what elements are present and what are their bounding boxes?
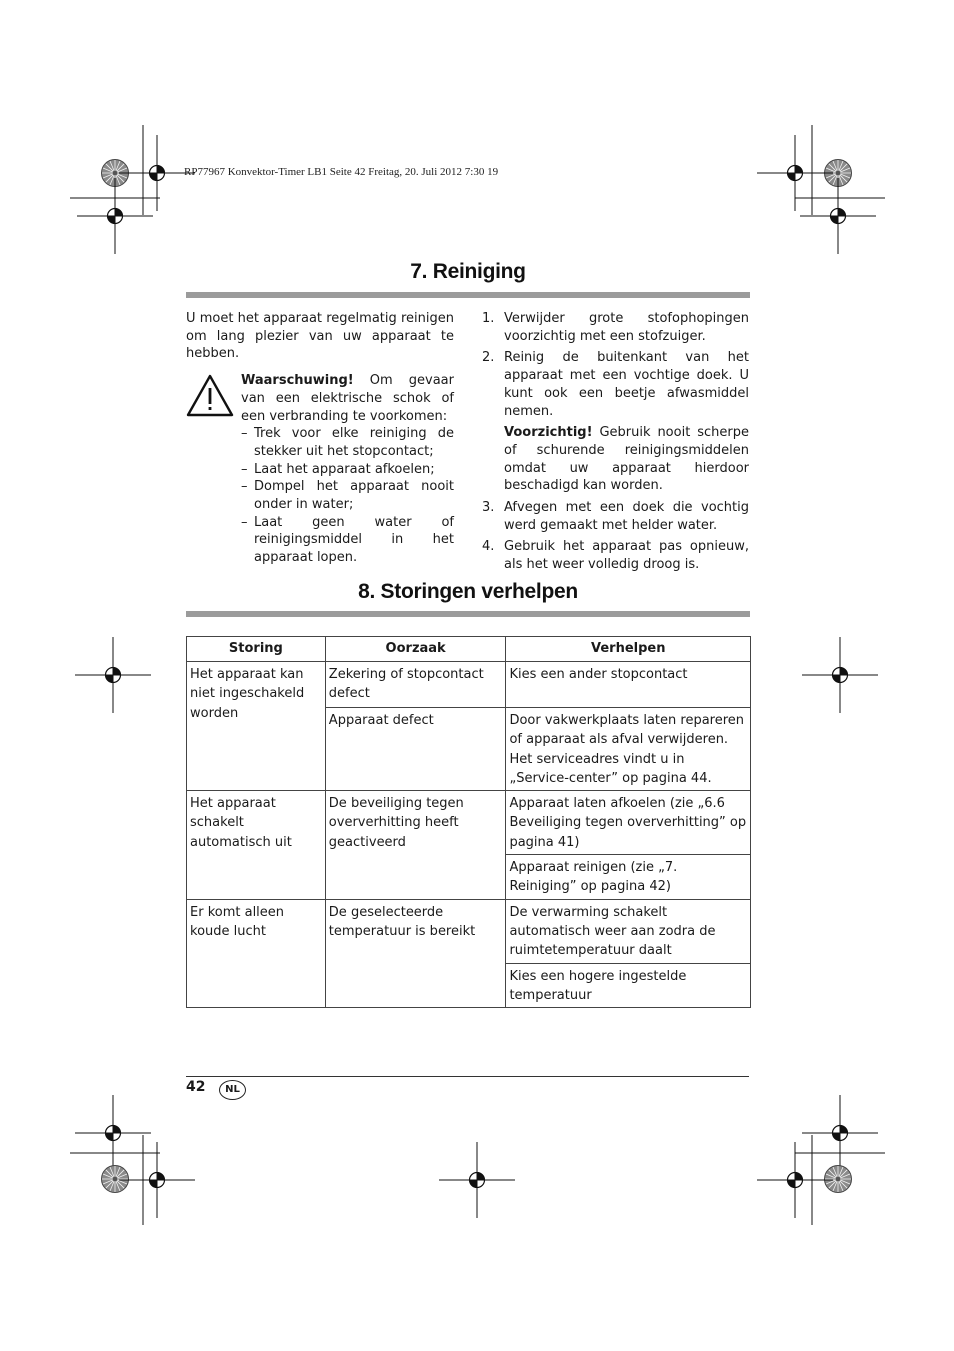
cell-oorzaak: Apparaat defect [325,708,506,791]
warning-triangle-icon [186,374,234,418]
step-item: 2. Reinig de buitenkant van het apparaat met een vochtige doek. U kunt ook een beetje afwasmiddel nemen. [482,350,749,419]
warning-text [241,372,454,567]
section-rule [186,611,750,617]
left-column [186,310,454,567]
warning-block [186,372,454,567]
cell-verhelpen: Door vakwerkplaats laten repareren of apparaat als afval verwijderen. Het serviceadres vindt u in „Service-center” op pagina 44. [506,708,751,791]
table-header-row [187,637,751,662]
step-item: 4. Gebruik het apparaat pas opnieuw, als het weer volledig droog is. [482,539,749,573]
warning-intro: Om gevaar van een elektrische schok of een verbranding te voorkomen: [241,373,454,424]
col-header-verhelpen: Verhelpen [506,637,751,662]
footer-rule [186,1076,749,1077]
cell-oorzaak: De geselecteerde temperatuur is bereikt [325,899,506,1007]
warning-item: – Laat geen water of reinigingsmiddel in het apparaat lopen. [241,514,454,567]
cell-storing: Het apparaat schakelt automatisch uit [187,791,326,899]
cell-verhelpen: De verwarming schakelt automatisch weer aan zodra de ruimtetemperatuur daalt [506,899,751,963]
col-header-oorzaak: Oorzaak [325,637,506,662]
print-slug: RP77967 Konvektor-Timer LB1 Seite 42 Freitag, 20. Juli 2012 7:30 19 [184,166,499,178]
page-number: 42 [186,1079,206,1095]
caution-label: Voorzichtig! [504,425,593,441]
cell-verhelpen: Kies een hogere ingestelde temperatuur [506,963,751,1008]
warning-item: – Trek voor elke reiniging de stekker uit het stopcontact; [241,425,454,460]
cleaning-steps [482,310,749,420]
step-item: 1. Verwijder grote stofophopingen voorzichtig met een stofzuiger. [482,311,749,344]
intro-text: U moet het apparaat regelmatig reinigen om lang plezier van uw apparaat te hebben. [186,311,454,362]
cleaning-steps-continued [482,499,749,574]
cell-storing: Er komt alleen koude lucht [187,899,326,1007]
step-item: 3. Afvegen met een doek die vochtig werd gemaakt met helder water. [482,500,749,533]
troubleshooting-table [186,636,751,1008]
cell-storing: Het apparaat kan niet ingeschakeld worden [187,662,326,791]
cell-verhelpen: Kies een ander stopcontact [506,662,751,708]
col-header-storing: Storing [187,637,326,662]
table-row [187,899,751,963]
warning-item: – Dompel het apparaat nooit onder in water; [241,478,454,513]
warning-list [241,425,454,567]
table-row [187,662,751,708]
table-row [187,791,751,855]
warning-label: Waarschuwing! [241,373,354,389]
cell-verhelpen: Apparaat laten afkoelen (zie „6.6 Beveiliging tegen oververhitting” op pagina 41) [506,791,751,855]
section-title-storingen: 8. Storingen verhelpen [358,580,578,603]
warning-item: – Laat het apparaat afkoelen; [241,461,454,479]
cell-oorzaak: De beveiliging tegen oververhitting heeft geactiveerd [325,791,506,899]
section-rule [186,292,750,298]
right-column [482,310,749,578]
section-title-reiniging: 7. Reiniging [410,260,526,283]
language-badge: NL [219,1080,246,1100]
caution-note: Voorzichtig! Gebruik nooit scherpe of schurende reinigingsmiddelen omdat uw apparaat hierdoor beschadigd kan worden. [504,425,749,494]
cell-oorzaak: Zekering of stopcontact defect [325,662,506,708]
cell-verhelpen: Apparaat reinigen (zie „7. Reiniging” op pagina 42) [506,855,751,900]
